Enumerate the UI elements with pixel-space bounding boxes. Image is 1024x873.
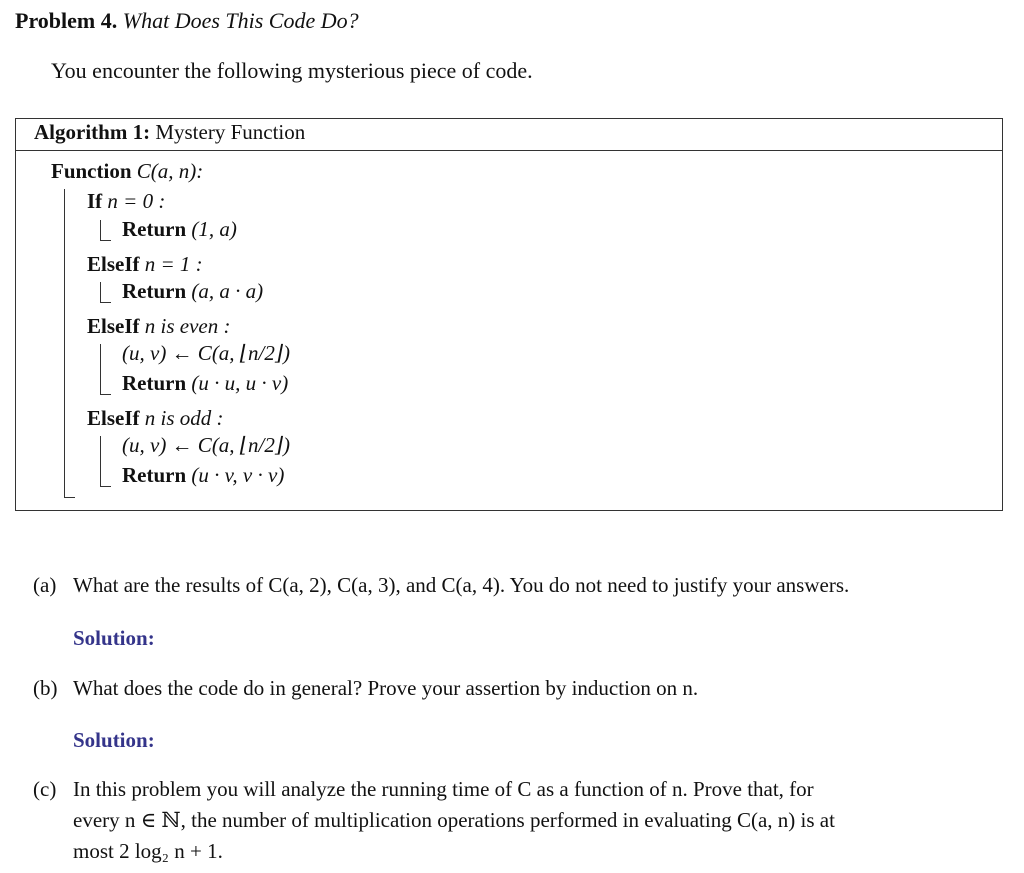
- elseif-keyword: ElseIf: [87, 252, 140, 276]
- return-keyword: Return: [122, 371, 187, 395]
- elseif-body-end-3: [100, 486, 111, 487]
- algorithm-header: [16, 119, 1002, 151]
- solution-a-label: Solution:: [73, 626, 155, 650]
- problem-label: Problem 4.: [15, 8, 118, 33]
- elseif-body-rule-2: [100, 344, 101, 394]
- elseif-condition-3: n is odd :: [144, 406, 224, 430]
- algorithm-box: [15, 118, 1003, 511]
- function-body-end: [64, 497, 75, 498]
- question-c-line-2: every n ∈ ℕ, the number of multiplication operations performed in evaluating C(a, n) is at: [73, 808, 835, 832]
- elseif-body-end-2: [100, 394, 111, 395]
- solution-b-label: Solution:: [73, 728, 155, 752]
- return-value-2: (a, a · a): [191, 279, 264, 303]
- return-line-2: [122, 279, 263, 304]
- return-line-1: [122, 217, 237, 242]
- assign-line-odd: (u, v) ← C(a, ⌊n/2⌋): [122, 433, 291, 457]
- return-keyword: Return: [122, 279, 187, 303]
- elseif-line-2: [87, 314, 230, 339]
- elseif-condition-1: n = 1 :: [144, 252, 203, 276]
- return-keyword: Return: [122, 463, 187, 487]
- function-body-rule: [64, 189, 65, 497]
- question-a-label: (a): [33, 573, 57, 597]
- elseif-line-1: [87, 252, 203, 277]
- question-c-label: (c): [33, 777, 57, 801]
- question-b-label: (b): [33, 676, 58, 700]
- intro-text: You encounter the following mysterious piece of code.: [51, 58, 533, 83]
- elseif-condition-2: n is even :: [144, 314, 231, 338]
- question-c-line-3: most 2 log₂ n + 1.: [73, 839, 223, 863]
- assign-line-even: (u, v) ← C(a, ⌊n/2⌋): [122, 341, 291, 365]
- elseif-keyword: ElseIf: [87, 406, 140, 430]
- elseif-body-rule-3: [100, 436, 101, 486]
- problem-title: What Does This Code Do?: [122, 8, 359, 33]
- question-c-line-1: In this problem you will analyze the running time of C as a function of n. Prove that, for: [73, 777, 814, 801]
- if-body-rule: [100, 220, 101, 240]
- elseif-body-end-1: [100, 302, 111, 303]
- return-keyword: Return: [122, 217, 187, 241]
- function-signature: C(a, n):: [136, 159, 204, 183]
- question-a-text: What are the results of C(a, 2), C(a, 3), and C(a, 4). You do not need to justify your answers.: [73, 573, 850, 597]
- return-value-4: (u · v, v · v): [191, 463, 285, 487]
- return-value-1: (1, a): [191, 217, 237, 241]
- if-condition: n = 0 :: [107, 189, 166, 213]
- algorithm-name: Mystery Function: [155, 120, 306, 144]
- if-keyword: If: [87, 189, 103, 213]
- return-line-3: [122, 371, 288, 396]
- elseif-keyword: ElseIf: [87, 314, 140, 338]
- return-line-4: [122, 463, 284, 488]
- problem-heading: [15, 8, 359, 34]
- if-body-end: [100, 240, 111, 241]
- elseif-line-3: [87, 406, 224, 431]
- question-b-text: What does the code do in general? Prove your assertion by induction on n.: [73, 676, 699, 700]
- algorithm-label: Algorithm 1:: [34, 120, 151, 144]
- function-line: [51, 159, 203, 184]
- elseif-body-rule-1: [100, 282, 101, 302]
- return-value-3: (u · u, u · v): [191, 371, 289, 395]
- function-keyword: Function: [51, 159, 132, 183]
- if-line: [87, 189, 165, 214]
